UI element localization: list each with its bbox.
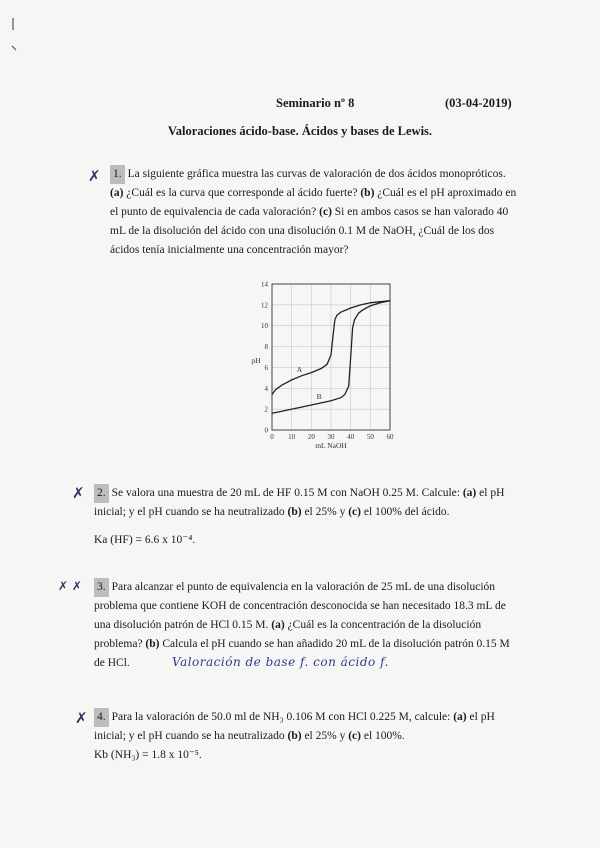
problem-number: 1. — [110, 165, 125, 184]
problem-2: 2. Se valora una muestra de 20 mL de HF 0.15 M con NaOH 0.25 M. Calcule: (a) el pH inicial; y el pH cuando se ha neutralizado (b) el 25% y (c) el 100% del ácido. — [94, 484, 520, 522]
x-tick-label: 0 — [270, 433, 274, 441]
y-tick-label: 4 — [264, 384, 268, 393]
seminar-title: Seminario nº 8 — [276, 96, 355, 110]
handwritten-note: Valoración de base f. con ácido f. — [172, 655, 389, 669]
cross-mark: ✗ — [75, 709, 88, 727]
kb-constant: Kb (NH₃) = 1.8 x 10⁻⁵. — [94, 749, 202, 761]
problem-4: 4. Para la valoración de 50.0 ml de NH₃ 0.106 M con HCl 0.225 M, calcule: (a) el pH inicial; y el pH cuando se ha neutralizado (b) el 25% y (c) el 100%. — [94, 708, 520, 746]
document-header — [0, 96, 600, 116]
titration-chart — [248, 278, 406, 462]
cross-mark: ✗ — [72, 484, 85, 502]
y-tick-label: 8 — [264, 343, 268, 352]
x-axis-label: mL NaOH — [315, 441, 347, 450]
x-tick-label: 30 — [327, 433, 335, 441]
problem-number: 3. — [94, 578, 109, 597]
cross-mark-double: ✗ ✗ — [58, 579, 82, 593]
y-tick-label: 6 — [264, 363, 268, 372]
y-tick-label: 2 — [264, 405, 268, 414]
problem-number: 4. — [94, 708, 109, 727]
page-subtitle: Valoraciones ácido-base. Ácidos y bases de Lewis. — [167, 124, 433, 138]
x-tick-label: 10 — [288, 433, 296, 441]
y-tick-label: 10 — [261, 322, 268, 331]
y-tick-label: 12 — [261, 301, 268, 310]
cross-mark: ✗ — [88, 167, 101, 185]
problem-1: 1. La siguiente gráfica muestra las curvas de valoración de dos ácidos monopróticos. (a) ¿Cuál es la curva que corresponde al ácido fuerte? (b) ¿Cuál es el pH aproximado en el punto de equivalencia de cada valoración? (c) Si en ambos casos se han valorado 40 mL de la disolución del ácido con una disolución 0.1 M de NaOH, ¿Cuál de los dos ácidos tenía inicialmente una concentración mayor? — [110, 165, 520, 260]
x-tick-label: 40 — [347, 433, 355, 441]
margin-scribble — [8, 16, 20, 56]
y-tick-label: 14 — [261, 280, 268, 289]
seminar-date: (03-04-2019) — [445, 96, 512, 110]
problem-3: 3. Para alcanzar el punto de equivalencia en la valoración de 25 mL de una disolución problema que contiene KOH de concentración desconocida se han necesitado 18.3 mL de una disolución patrón de HCl 0.15 M. (a) ¿Cuál es la concentración de la disolución problema? (b) Calcula el pH cuando se han añadido 20 mL de la disolución patrón 0.15 M de HCl. — [94, 578, 522, 673]
series-label-A: A — [296, 364, 303, 374]
y-axis-label: pH — [251, 356, 261, 365]
x-tick-label: 20 — [307, 433, 315, 441]
problem-number: 2. — [94, 484, 109, 503]
x-tick-label: 50 — [366, 433, 374, 441]
x-tick-label: 60 — [386, 433, 394, 441]
series-label-B: B — [316, 391, 322, 401]
ka-constant: Ka (HF) = 6.6 x 10⁻⁴. — [94, 534, 196, 546]
y-tick-label: 0 — [264, 426, 268, 435]
